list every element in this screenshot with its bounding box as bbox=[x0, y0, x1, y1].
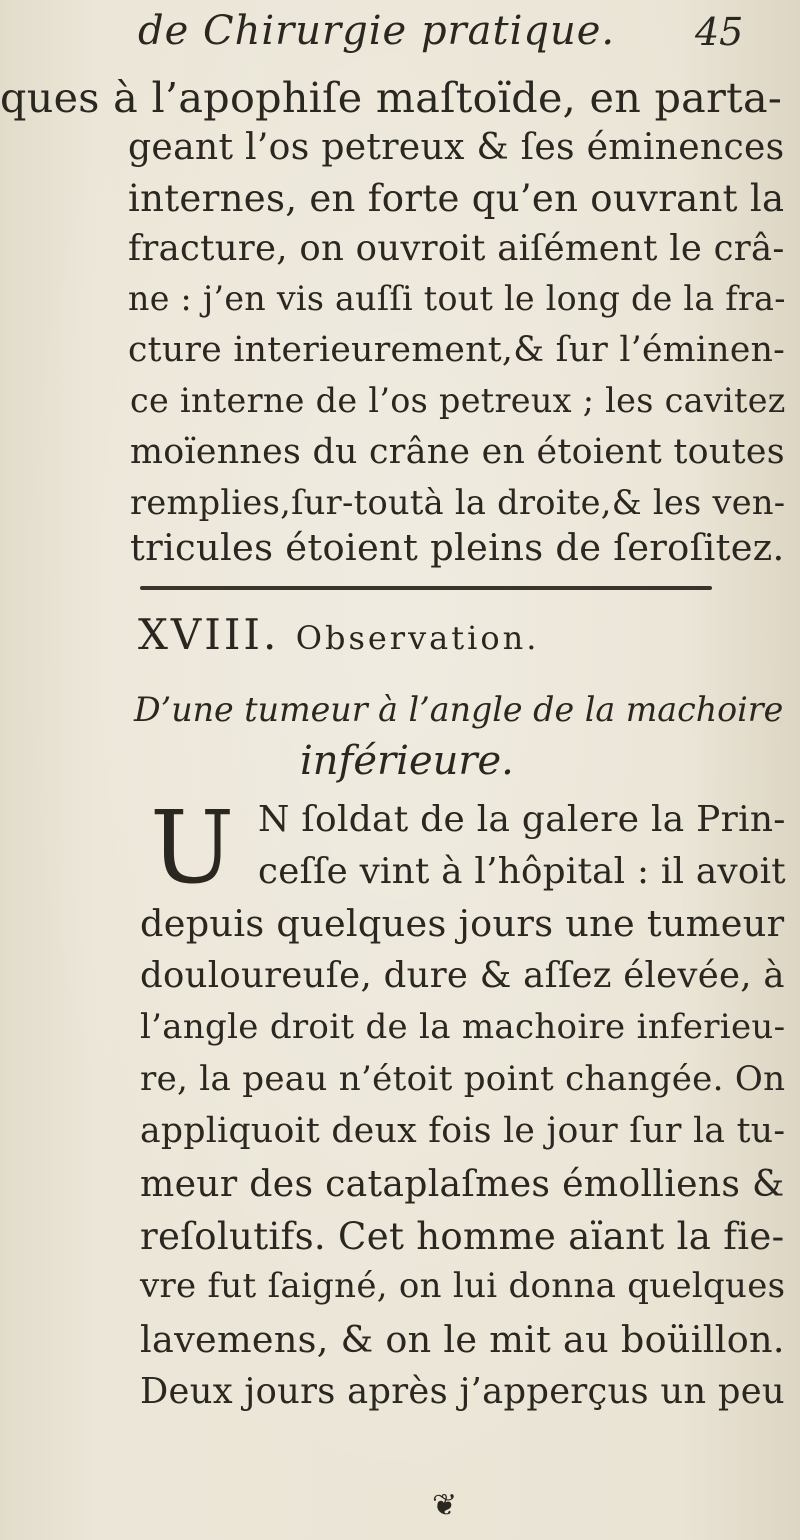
observation-label: Observation. bbox=[295, 619, 540, 657]
ornament-mark: ❦ bbox=[432, 1488, 458, 1523]
text-line: douloureuſe, dure & aſſez élevée, à bbox=[140, 955, 785, 996]
drop-cap: U bbox=[150, 789, 235, 906]
text-line: Deux jours après j’apperçus un peu bbox=[140, 1371, 785, 1412]
text-line: lavemens, & on le mit au boüillon. bbox=[140, 1318, 785, 1361]
text-line: cture interieurement,& ſur l’éminen- bbox=[128, 330, 786, 370]
observation-subtitle-line2: inférieure. bbox=[300, 738, 514, 784]
section-divider bbox=[140, 586, 712, 590]
observation-number: XVIII. bbox=[138, 610, 280, 659]
text-line: remplies,ſur-toutà la droite,& les ven- bbox=[130, 483, 786, 522]
text-line: fracture, on ouvroit aiſément le crâ- bbox=[128, 228, 785, 269]
observation-heading bbox=[138, 610, 539, 659]
text-line: reſolutifs. Cet homme aïant la fie- bbox=[140, 1215, 785, 1258]
text-line: tricules étoient pleins de ſeroſitez. bbox=[130, 526, 785, 569]
text-line: vre fut ſaigné, on lui donna quelques bbox=[140, 1266, 786, 1306]
text-line: meur des cataplaſmes émolliens & bbox=[140, 1162, 785, 1205]
text-line: N ſoldat de la galere la Prin- bbox=[258, 799, 786, 840]
text-line: re, la peau n’étoit point changée. On bbox=[140, 1059, 786, 1099]
page-number: 45 bbox=[695, 10, 744, 54]
text-line: ne : j’en vis auſſi tout le long de la fra- bbox=[128, 279, 786, 318]
text-line: ques à l’apophiſe maſtoïde, en parta- bbox=[0, 74, 783, 122]
running-head: de Chirurgie pratique. bbox=[138, 8, 616, 54]
text-line: depuis quelques jours une tumeur bbox=[140, 902, 785, 945]
text-line: internes, en forte qu’en ouvrant la bbox=[128, 177, 785, 220]
text-line: ce interne de l’os petreux ; les cavitez bbox=[130, 381, 786, 420]
text-line: moïennes du crâne en étoient toutes bbox=[130, 432, 785, 472]
text-line: appliquoit deux fois le jour ſur la tu- bbox=[140, 1111, 786, 1151]
text-line: l’angle droit de la machoire inferieu- bbox=[140, 1007, 786, 1047]
text-line: ceſſe vint à l’hôpital : il avoit bbox=[258, 851, 786, 892]
text-line: geant l’os petreux & ſes éminences bbox=[128, 125, 785, 168]
page-header bbox=[0, 8, 800, 58]
observation-subtitle-line1: D’une tumeur à l’angle de la machoire bbox=[134, 690, 784, 729]
